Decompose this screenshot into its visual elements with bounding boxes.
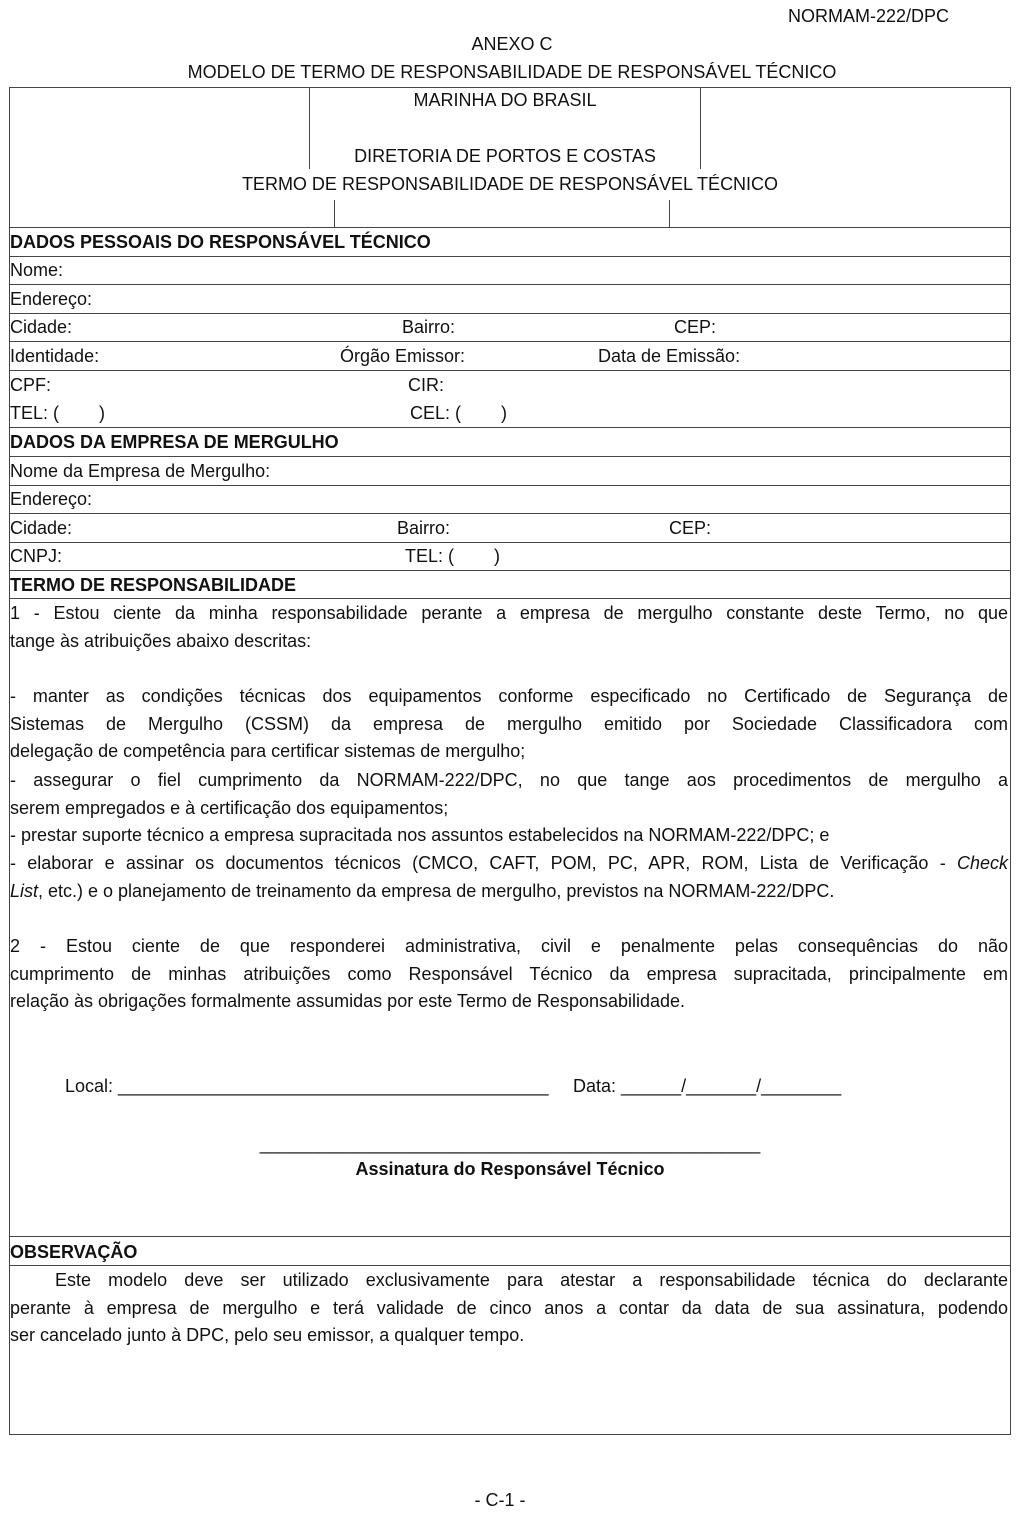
date-field: Data: ______/_______/________ bbox=[573, 1076, 842, 1096]
company-address-field-label: Endereço: bbox=[10, 489, 93, 509]
personal-section-title: DADOS PESSOAIS DO RESPONSÁVEL TÉCNICO bbox=[10, 232, 431, 252]
observation-section-title: OBSERVAÇÃO bbox=[10, 1242, 138, 1262]
cir-field-label: CIR: bbox=[408, 375, 444, 395]
identity-field-label: Identidade: bbox=[10, 346, 100, 366]
directorate-name: DIRETORIA DE PORTOS E COSTAS bbox=[354, 146, 656, 166]
issue-date-field-label: Data de Emissão: bbox=[598, 346, 741, 366]
term-title: TERMO DE RESPONSABILIDADE DE RESPONSÁVEL TÉCNICO bbox=[241, 174, 779, 194]
cel-field-label: CEL: ( ) bbox=[410, 403, 508, 423]
company-section-title: DADOS DA EMPRESA DE MERGULHO bbox=[10, 432, 339, 452]
term-section-title: TERMO DE RESPONSABILIDADE bbox=[10, 575, 297, 595]
observation-text: Este modelo deve ser utilizado exclusivamente para atestar a responsabilidade técnica do declarante perante à empresa de mergulho e terá validade de cinco anos a contar da data de sua assinatura, podendo ser cancelado junto à DPC, pelo seu emissor, a qualquer tempo. bbox=[10, 1270, 1008, 1345]
term-item-3: - prestar suporte técnico a empresa supracitada nos assuntos estabelecidos na NORMAM-222/DPC; e bbox=[10, 825, 830, 845]
page-number: - C-1 - bbox=[474, 1490, 526, 1510]
issuer-field-label: Órgão Emissor: bbox=[340, 346, 466, 366]
tel-field-label: TEL: ( ) bbox=[10, 403, 106, 423]
cnpj-field-label: CNPJ: bbox=[10, 546, 63, 566]
company-cep-field-label: CEP: bbox=[669, 518, 712, 538]
district-field-label: Bairro: bbox=[402, 317, 456, 337]
local-field: Local: ___________________________________________ bbox=[65, 1076, 549, 1096]
company-tel-field-label: TEL: ( ) bbox=[405, 546, 501, 566]
company-district-field-label: Bairro: bbox=[397, 518, 451, 538]
city-field-label: Cidade: bbox=[10, 317, 73, 337]
name-field-label: Nome: bbox=[10, 260, 64, 280]
model-title: MODELO DE TERMO DE RESPONSABILIDADE DE RESPONSÁVEL TÉCNICO bbox=[187, 62, 837, 82]
company-city-field-label: Cidade: bbox=[10, 518, 73, 538]
cpf-field-label: CPF: bbox=[10, 375, 52, 395]
company-name-field-label: Nome da Empresa de Mergulho: bbox=[10, 461, 271, 481]
signature-label: Assinatura do Responsável Técnico bbox=[355, 1159, 665, 1179]
signature-line: __________________________________________________ bbox=[259, 1134, 761, 1154]
term-paragraph-1: 1 - Estou ciente da minha responsabilidade perante a empresa de mergulho constante deste Termo, no que tange às atribuições abaixo descritas: bbox=[10, 603, 1008, 651]
term-item-1: - manter as condições técnicas dos equipamentos conforme especificado no Certificado de Segurança de Sistemas de Mergulho (CSSM) da empresa de mergulho emitido por Sociedade Classificadora com delegação de competência para certificar sistemas de mergulho; bbox=[10, 686, 1008, 761]
term-paragraph-2: 2 - Estou ciente de que responderei administrativa, civil e penalmente pelas consequências do não cumprimento de minhas atribuições como Responsável Técnico da empresa supracitada, principalmente em relação às obrigações formalmente assumidas por este Termo de Responsabilidade. bbox=[10, 936, 1008, 1011]
document-code: NORMAM-222/DPC bbox=[788, 6, 950, 26]
cep-field-label: CEP: bbox=[674, 317, 717, 337]
term-item-2: - assegurar o fiel cumprimento da NORMAM-222/DPC, no que tange aos procedimentos de mergulho a serem empregados e à certificação dos equipamentos; bbox=[10, 770, 1008, 818]
annex-label: ANEXO C bbox=[471, 34, 553, 54]
org-name: MARINHA DO BRASIL bbox=[413, 90, 597, 110]
term-item-4: - elaborar e assinar os documentos técnicos (CMCO, CAFT, POM, PC, APR, ROM, Lista de Verificação - Check List, etc.) e o planejamento de treinamento da empresa de mergulho, previstos na NORMAM-222/DPC. bbox=[10, 853, 1008, 901]
address-field-label: Endereço: bbox=[10, 289, 93, 309]
